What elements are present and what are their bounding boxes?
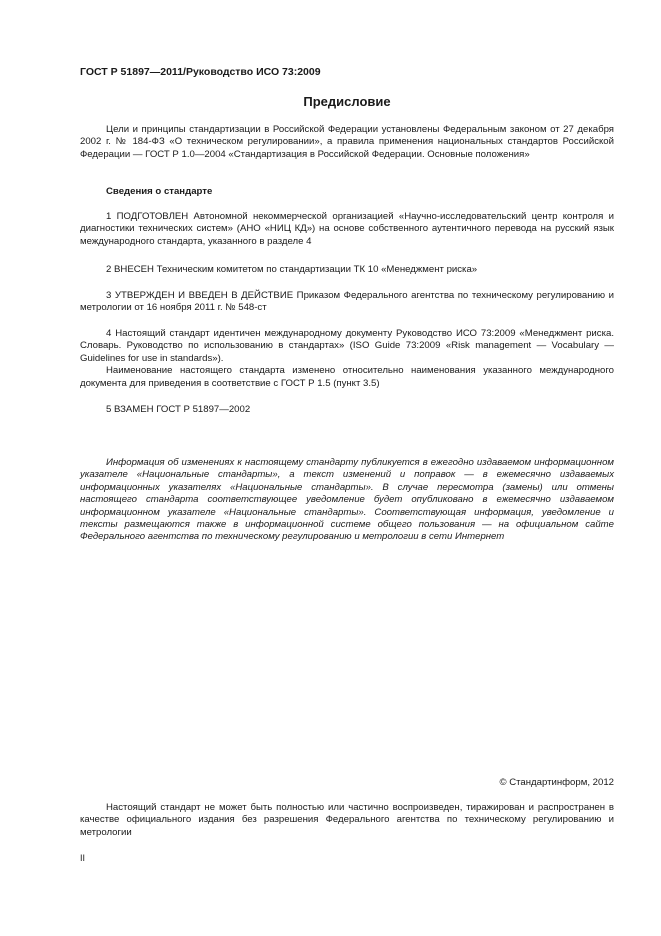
page-title: Предисловие [303,94,391,109]
item-paragraph: 4 Настоящий стандарт идентичен международному документу Руководство ИСО 73:2009 «Менеджмент риска. Словарь. Руководство по использованию в стандартах» (ISO Guide 73:2009 «Risk management — Vocabulary — Guidelines for use in standards»). [80,328,614,364]
notice-paragraph: Информация об изменениях к настоящему стандарту публикуется в ежегодно издаваемом информационном указателе «Национальные стандарты», а текст изменений и поправок — в ежемесячно издаваемых информационных указателях «Национальные стандарты». В случае пересмотра (замены) или отмены настоящего стандарта соответствующее уведомление будет опубликовано в ежемесячно издаваемом информационном указателе «Национальные стандарты». Соответствующая информация, уведомление и тексты размещаются также в информационной системе общего пользования — на официальном сайте Федерального агентства по техническому регулированию и метрологии в сети Интернет [80,457,614,543]
item-1-block [80,211,614,248]
intro-paragraph: Цели и принципы стандартизации в Российской Федерации установлены Федеральным законом от 27 декабря 2002 г. № 184-ФЗ «О техническом регулировании», а правила применения национальных стандартов Российской Федерации — ГОСТ Р 1.0—2004 «Стандартизация в Российской Федерации. Основные положения» [80,124,614,160]
item-paragraph: 3 УТВЕРЖДЕН И ВВЕДЕН В ДЕЙСТВИЕ Приказом Федерального агентства по техническому регулированию и метрологии от 16 ноября 2011 г. № 548-ст [80,290,614,314]
item-paragraph: 1 ПОДГОТОВЛЕН Автономной некоммерческой организацией «Научно-исследовательский центр контроля и диагностики технических систем» (АНО «НИЦ КД») на основе собственного аутентичного перевода на русский язык международного стандарта, указанного в разделе 4 [80,211,614,247]
copyright: © Стандартинформ, 2012 [499,777,614,788]
reproduction-paragraph: Настоящий стандарт не может быть полностью или частично воспроизведен, тиражирован и распространен в качестве официального издания без разрешения Федерального агентства по техническому регулированию и метрологии [80,802,614,838]
item-3-block [80,290,614,315]
section-heading: Сведения о стандарте [106,186,213,197]
page-number: II [80,853,86,863]
item-paragraph: Наименование настоящего стандарта изменено относительно наименования указанного международного документа для приведения в соответствие с ГОСТ Р 1.5 (пункт 3.5) [80,365,614,389]
notice-block [80,457,614,544]
reproduction-block [80,802,614,839]
item-5-block [80,404,614,416]
item-2-block [80,264,614,276]
section-heading-block [80,186,614,198]
running-header: ГОСТ Р 51897—2011/Руководство ИСО 73:2009 [80,66,321,78]
item-4-block [80,328,614,390]
intro-block [80,124,614,161]
item-paragraph: 5 ВЗАМЕН ГОСТ Р 51897—2002 [106,404,251,415]
item-paragraph: 2 ВНЕСЕН Техническим комитетом по стандартизации ТК 10 «Менеджмент риска» [106,264,478,275]
